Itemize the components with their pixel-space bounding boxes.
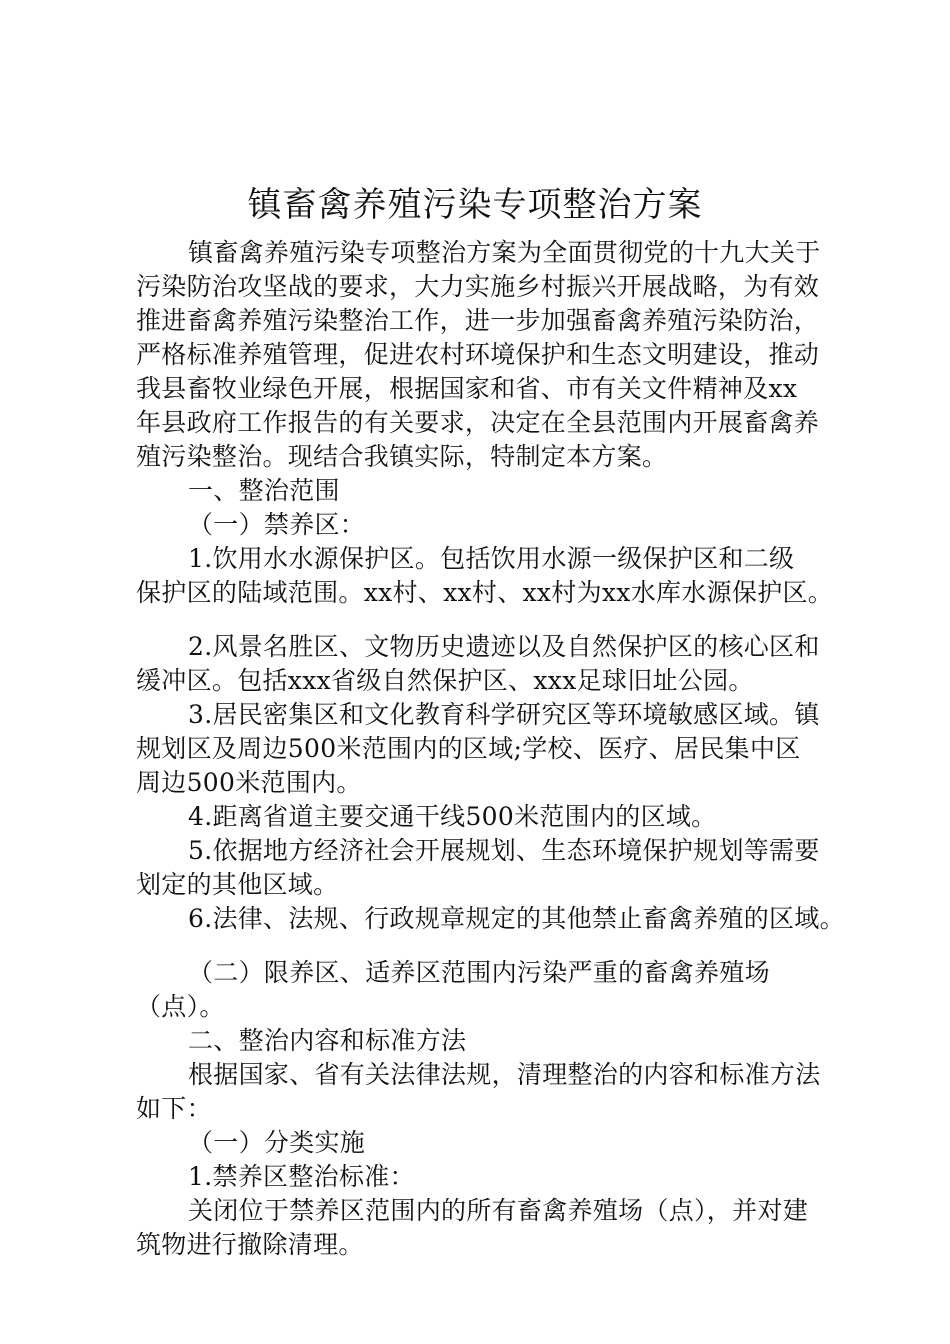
subsection-heading-continuation: （点）。 — [136, 992, 225, 1021]
list-item: 6.法律、法规、行政规章规定的其他禁止畜禽养殖的区域。 — [188, 904, 845, 933]
list-item: 1.饮用水水源保护区。包括饮用水源一级保护区和二级 — [188, 544, 795, 573]
list-item-continuation: 保护区的陆域范围。xx村、xx村、xx村为xx水库水源保护区。 — [136, 578, 834, 607]
subsection-heading: （一）分类实施 — [188, 1128, 366, 1157]
paragraph-line: 如下： — [136, 1094, 212, 1123]
section-heading: 二、整治内容和标准方法 — [188, 1026, 467, 1055]
paragraph-line: 推进畜禽养殖污染整治工作，进一步加强畜禽养殖污染防治， — [136, 306, 820, 335]
paragraph-line: 年县政府工作报告的有关要求，决定在全县范围内开展畜禽养 — [136, 408, 820, 437]
paragraph-line: 筑物进行撤除清理。 — [136, 1230, 364, 1259]
paragraph-line: 根据国家、省有关法律法规，清理整治的内容和标准方法 — [188, 1060, 821, 1089]
document-title: 镇畜禽养殖污染专项整治方案 — [247, 185, 703, 225]
subsection-heading: （二）限养区、适养区范围内污染严重的畜禽养殖场 — [188, 958, 770, 987]
list-item: 4.距离省道主要交通干线500米范围内的区域。 — [188, 802, 717, 831]
list-item: 2.风景名胜区、文物历史遗迹以及自然保护区的核心区和 — [188, 632, 820, 661]
list-item: 1.禁养区整治标准： — [188, 1162, 415, 1191]
paragraph-line: 严格标准养殖管理，促进农村环境保护和生态文明建设，推动 — [136, 340, 820, 369]
subsection-heading: （一）禁养区： — [188, 510, 366, 539]
list-item-continuation: 规划区及周边500米范围内的区域;学校、医疗、居民集中区 — [136, 734, 801, 763]
paragraph-line: 关闭位于禁养区范围内的所有畜禽养殖场（点），并对建 — [188, 1196, 809, 1225]
list-item-continuation: 划定的其他区域。 — [136, 870, 339, 899]
list-item: 5.依据地方经济社会开展规划、生态环境保护规划等需要 — [188, 836, 820, 865]
paragraph-line: 污染防治攻坚战的要求，大力实施乡村振兴开展战略，为有效 — [136, 272, 820, 301]
paragraph-line: 我县畜牧业绿色开展，根据国家和省、市有关文件精神及xx — [136, 374, 798, 403]
list-item-continuation: 周边500米范围内。 — [136, 768, 362, 797]
section-heading: 一、整治范围 — [188, 476, 340, 505]
list-item-continuation: 缓冲区。包括xxx省级自然保护区、xxx足球旧址公园。 — [136, 666, 754, 695]
paragraph-line: 殖污染整治。现结合我镇实际，特制定本方案。 — [136, 442, 668, 471]
list-item: 3.居民密集区和文化教育科学研究区等环境敏感区域。镇 — [188, 700, 820, 729]
paragraph-line: 镇畜禽养殖污染专项整治方案为全面贯彻党的十九大关于 — [188, 238, 821, 267]
